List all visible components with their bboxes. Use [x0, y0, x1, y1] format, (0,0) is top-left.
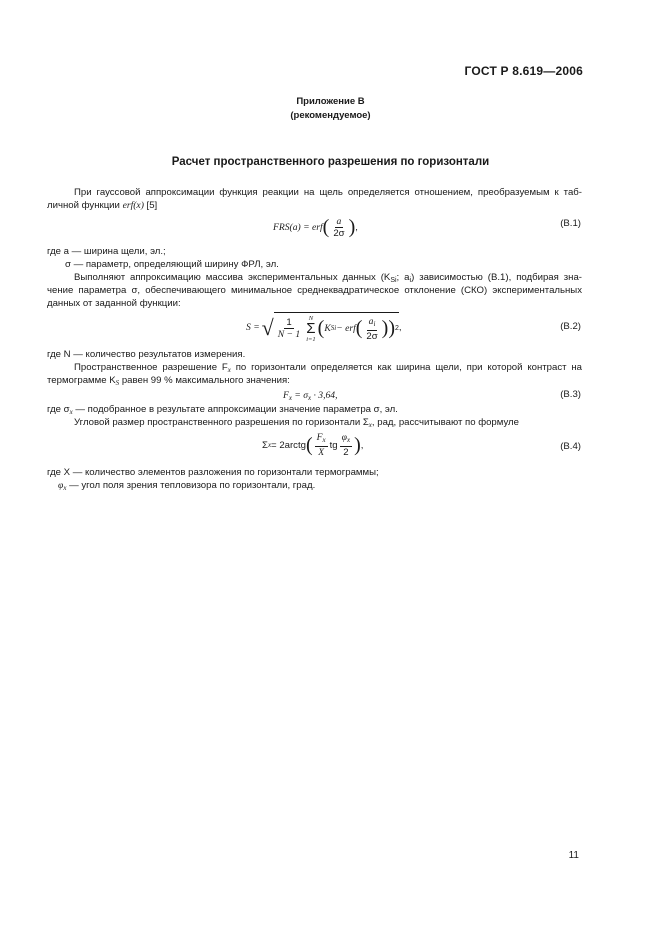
section-title: Расчет пространственного разрешения по горизонтали	[171, 156, 490, 168]
where-n: где N — количество результатов измерения.	[47, 349, 246, 360]
document-header: ГОСТ Р 8.619—2006	[464, 64, 583, 78]
para1-line2: личной функции erf(x) [5]	[47, 200, 158, 211]
page-number: 11	[568, 850, 579, 861]
para2-line3: данных от заданной функции:	[47, 298, 181, 309]
equation-b3: $F_x = \sigma_x \cdot 3,64$,	[283, 390, 338, 402]
para3-line2: термограмме $K_S$ равен 99 % максимального значения:	[47, 375, 290, 387]
equation-label-b4: (В.4)	[560, 441, 581, 452]
where-a: где a — ширина щели, эл.;	[47, 246, 166, 257]
equation-b4: Σ x = 2arctg ( $\frac{F_x}{X}$ tg $\frac{\varphi_x}{2}$ ) ,	[262, 432, 364, 458]
equation-label-b2: (В.2)	[560, 321, 581, 332]
appendix-subtitle: (рекомендуемое)	[290, 110, 371, 121]
para3-line1: Пространственное разрешение $F_x$ по горизонтали определяется как ширина щели, при которой контраст на	[74, 362, 583, 374]
where-sigma-x: где $\sigma_x$ — подобранное в результате аппроксимации значение параметра σ, эл.	[47, 404, 398, 416]
para4: Угловой размер пространственного разрешения по горизонтали $\Sigma_x$, рад, рассчитывают по формуле	[74, 417, 519, 429]
where-x: где X — количество элементов разложения по горизонтали термограммы;	[47, 467, 379, 478]
where-sigma: σ — параметр, определяющий ширину ФРЛ, эл.	[65, 259, 279, 270]
equation-b2: S = √ $\frac{1}{N - 1}$ N Σ i=1 ( K Si − erf ( $\frac{a_i}{2\sigma}$ ) ) 2 ,	[246, 310, 402, 344]
para1-line1: При гауссовой аппроксимации функция реакции на щель определяется отношением, преобразуемым к таб-	[74, 187, 582, 198]
equation-label-b3: (В.3)	[560, 389, 581, 400]
para2-line2: чение параметра σ, обеспечивающего минимальное среднеквадратическое отклонение (СКО) экспериментальных	[47, 285, 582, 296]
para2-line1: Выполняют аппроксимацию массива экспериментальных данных ($K_{Si}$; $a_i$) зависимостью (В.1), подбирая зна-	[74, 272, 583, 284]
where-phi: $\varphi_x$ — угол поля зрения тепловизора по горизонтали, град.	[58, 480, 316, 492]
appendix-title: Приложение В	[296, 96, 365, 107]
equation-label-b1: (В.1)	[560, 218, 581, 229]
equation-b1: FRS(a) = erf ( $\frac{a}{2\sigma}$ ) ,	[273, 215, 358, 239]
